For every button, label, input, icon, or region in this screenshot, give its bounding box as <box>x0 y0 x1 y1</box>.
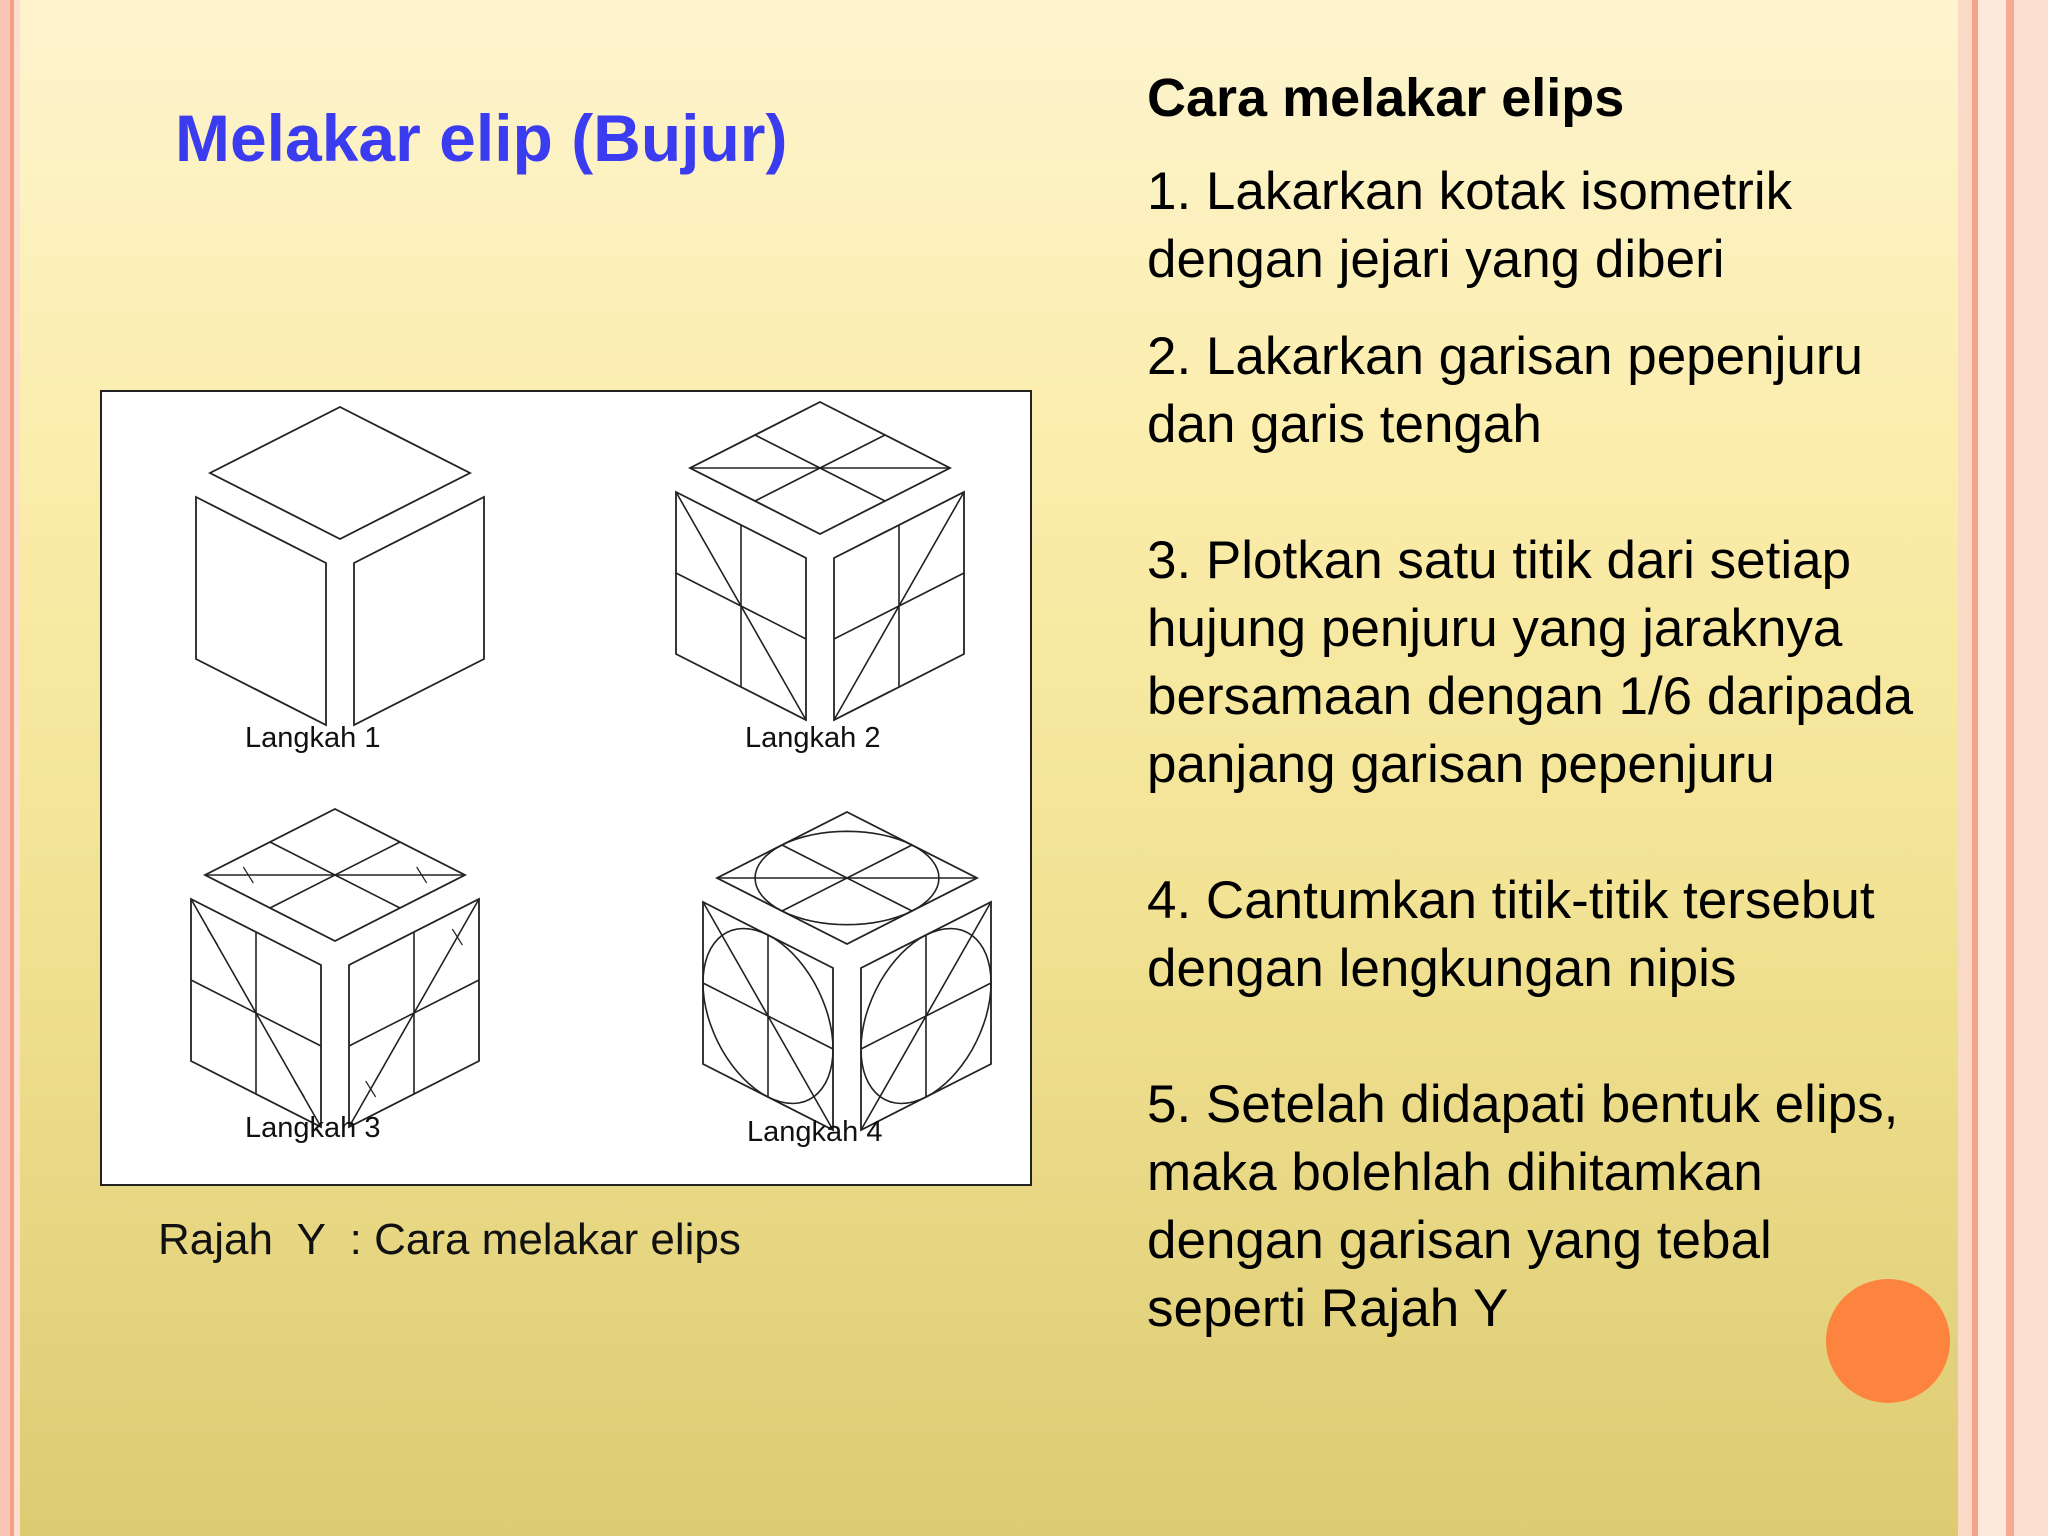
isometric-ellipse-figure <box>100 390 1032 1186</box>
instructions-panel <box>1147 66 1977 1343</box>
step-label-1: Langkah 1 <box>245 722 381 754</box>
instructions-heading: Cara melakar elips <box>1147 68 1625 128</box>
right-border-stripe <box>2014 0 2048 1536</box>
accent-circle <box>1826 1279 1950 1403</box>
drawing-line <box>208 929 218 945</box>
step-label-2: Langkah 2 <box>745 722 881 754</box>
figure-caption: Rajah Y : Cara melakar elips <box>158 1215 741 1264</box>
instruction-step-3: 3. Plotkan satu titik dari setiap hujung penjuru yang jaraknya bersamaan dengan 1/6 daripada panjang garisan pepenjuru <box>1147 531 1914 794</box>
step-label-4: Langkah 4 <box>747 1116 883 1148</box>
drawing-face <box>196 497 326 725</box>
drawing-face <box>354 497 484 725</box>
right-border-stripe <box>2006 0 2014 1536</box>
drawing-line <box>294 1081 304 1097</box>
left-border-stripe <box>14 0 20 1536</box>
isometric-cube-drawings <box>102 392 1034 1188</box>
instruction-step-2: 2. Lakarkan garisan pepenjuru dan garis tengah <box>1147 327 1863 454</box>
right-border-stripe <box>1978 0 2006 1536</box>
drawing-face <box>210 407 470 539</box>
left-border-stripe <box>0 0 10 1536</box>
slide-title: Melakar elip (Bujur) <box>175 101 788 175</box>
instruction-step-1: 1. Lakarkan kotak isometrik dengan jejari yang diberi <box>1147 162 1793 289</box>
step-label-3: Langkah 3 <box>245 1112 381 1144</box>
instruction-step-4: 4. Cantumkan titik-titik tersebut dengan lengkungan nipis <box>1147 871 1875 998</box>
instruction-step-5: 5. Setelah didapati bentuk elips, maka bolehlah dihitamkan dengan garisan yang tebal seperti Rajah Y <box>1147 1075 1899 1338</box>
